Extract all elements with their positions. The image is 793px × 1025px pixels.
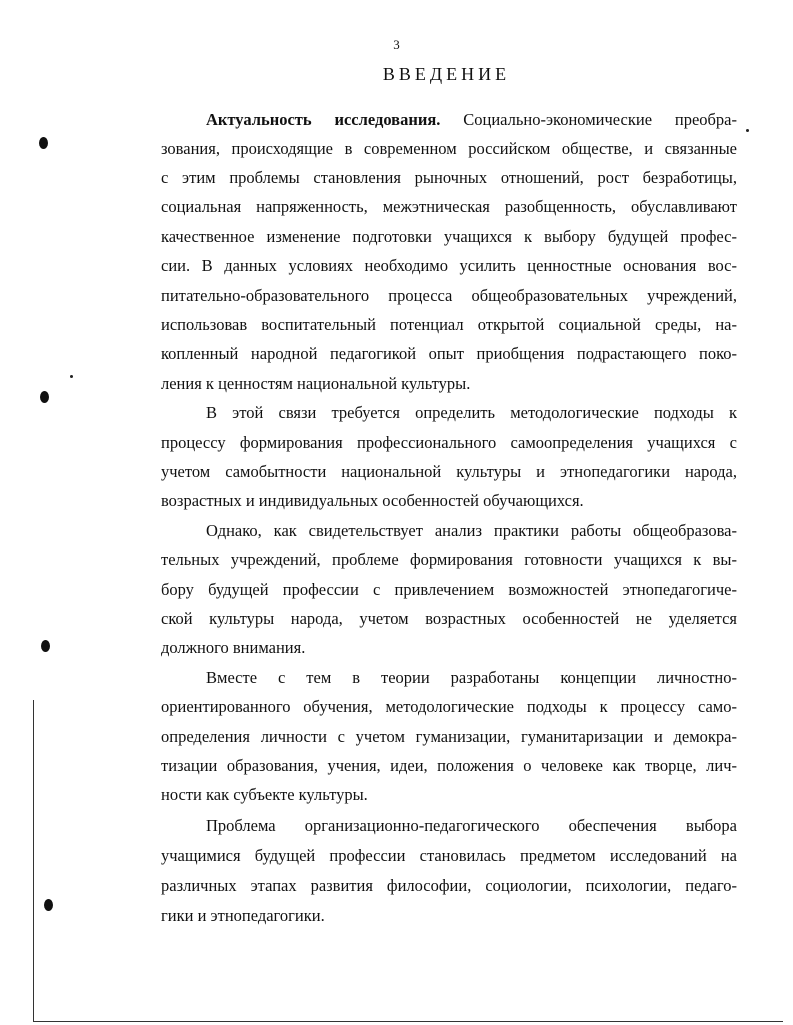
bottom-edge-line [33, 1021, 783, 1022]
text-line: гики и этнопедагогики. [161, 906, 325, 925]
text-line: тизации образования, учения, идеи, положения о человеке как творце, лич- [161, 756, 737, 775]
binder-hole-mark [41, 640, 50, 652]
text-line: процессу формирования профессионального самоопределения учащихся с [161, 433, 737, 452]
text-line: возрастных и индивидуальных особенностей обучающихся. [161, 491, 584, 510]
text-line: ности как субъекте культуры. [161, 785, 368, 804]
page-number: 3 [393, 37, 400, 52]
text-line: Однако, как свидетельствует анализ практики работы общеобразова- [206, 521, 737, 540]
text-line: зования, происходящие в современном российском обществе, и связанные [161, 139, 737, 158]
text-line: Проблема организационно-педагогического обеспечения выбора [206, 816, 737, 835]
text-line [206, 109, 737, 131]
text-line: различных этапах развития философии, социологии, психологии, педаго- [161, 876, 737, 895]
text-line: ления к ценностям национальной культуры. [161, 374, 471, 393]
line-text: Социально-экономические преобра- [440, 110, 737, 129]
left-margin-line [33, 700, 34, 1022]
text-line: В этой связи требуется определить методологические подходы к [206, 403, 737, 422]
scan-speck [746, 129, 749, 132]
text-line: определения личности с учетом гуманизации, гуманитаризации и демокра- [161, 727, 737, 746]
text-line: учащимися будущей профессии становилась предметом исследований на [161, 846, 737, 865]
text-line: питательно-образовательного процесса общеобразовательных учреждений, [161, 286, 737, 305]
text-line: качественное изменение подготовки учащихся к выбору будущей профес- [161, 227, 737, 246]
binder-hole-mark [39, 137, 48, 149]
text-line: ской культуры народа, учетом возрастных особенностей не уделяется [161, 609, 737, 628]
text-line: использовав воспитательный потенциал открытой социальной среды, на- [161, 315, 737, 334]
text-line: сии. В данных условиях необходимо усилить ценностные основания вос- [161, 256, 737, 275]
binder-hole-mark [40, 391, 49, 403]
binder-hole-mark [44, 899, 53, 911]
text-line: тельных учреждений, проблеме формирования готовности учащихся к вы- [161, 550, 737, 569]
text-line: должного внимания. [161, 638, 306, 657]
text-line: ориентированного обучения, методологические подходы к процессу само- [161, 697, 737, 716]
text-line: с этим проблемы становления рыночных отношений, рост безработицы, [161, 168, 737, 187]
section-heading: ВВЕДЕНИЕ [382, 64, 511, 84]
scan-speck [70, 375, 73, 378]
text-line: социальная напряженность, межэтническая разобщенность, обуславливают [161, 197, 737, 216]
text-line: учетом самобытности национальной культуры и этнопедагогики народа, [161, 462, 737, 481]
lead-phrase: Актуальность исследования. [206, 110, 441, 129]
text-line: копленный народной педагогикой опыт приобщения подрастающего поко- [161, 344, 737, 363]
text-line: Вместе с тем в теории разработаны концепции личностно- [206, 668, 737, 687]
text-line: бору будущей профессии с привлечением возможностей этнопедагогиче- [161, 580, 737, 599]
